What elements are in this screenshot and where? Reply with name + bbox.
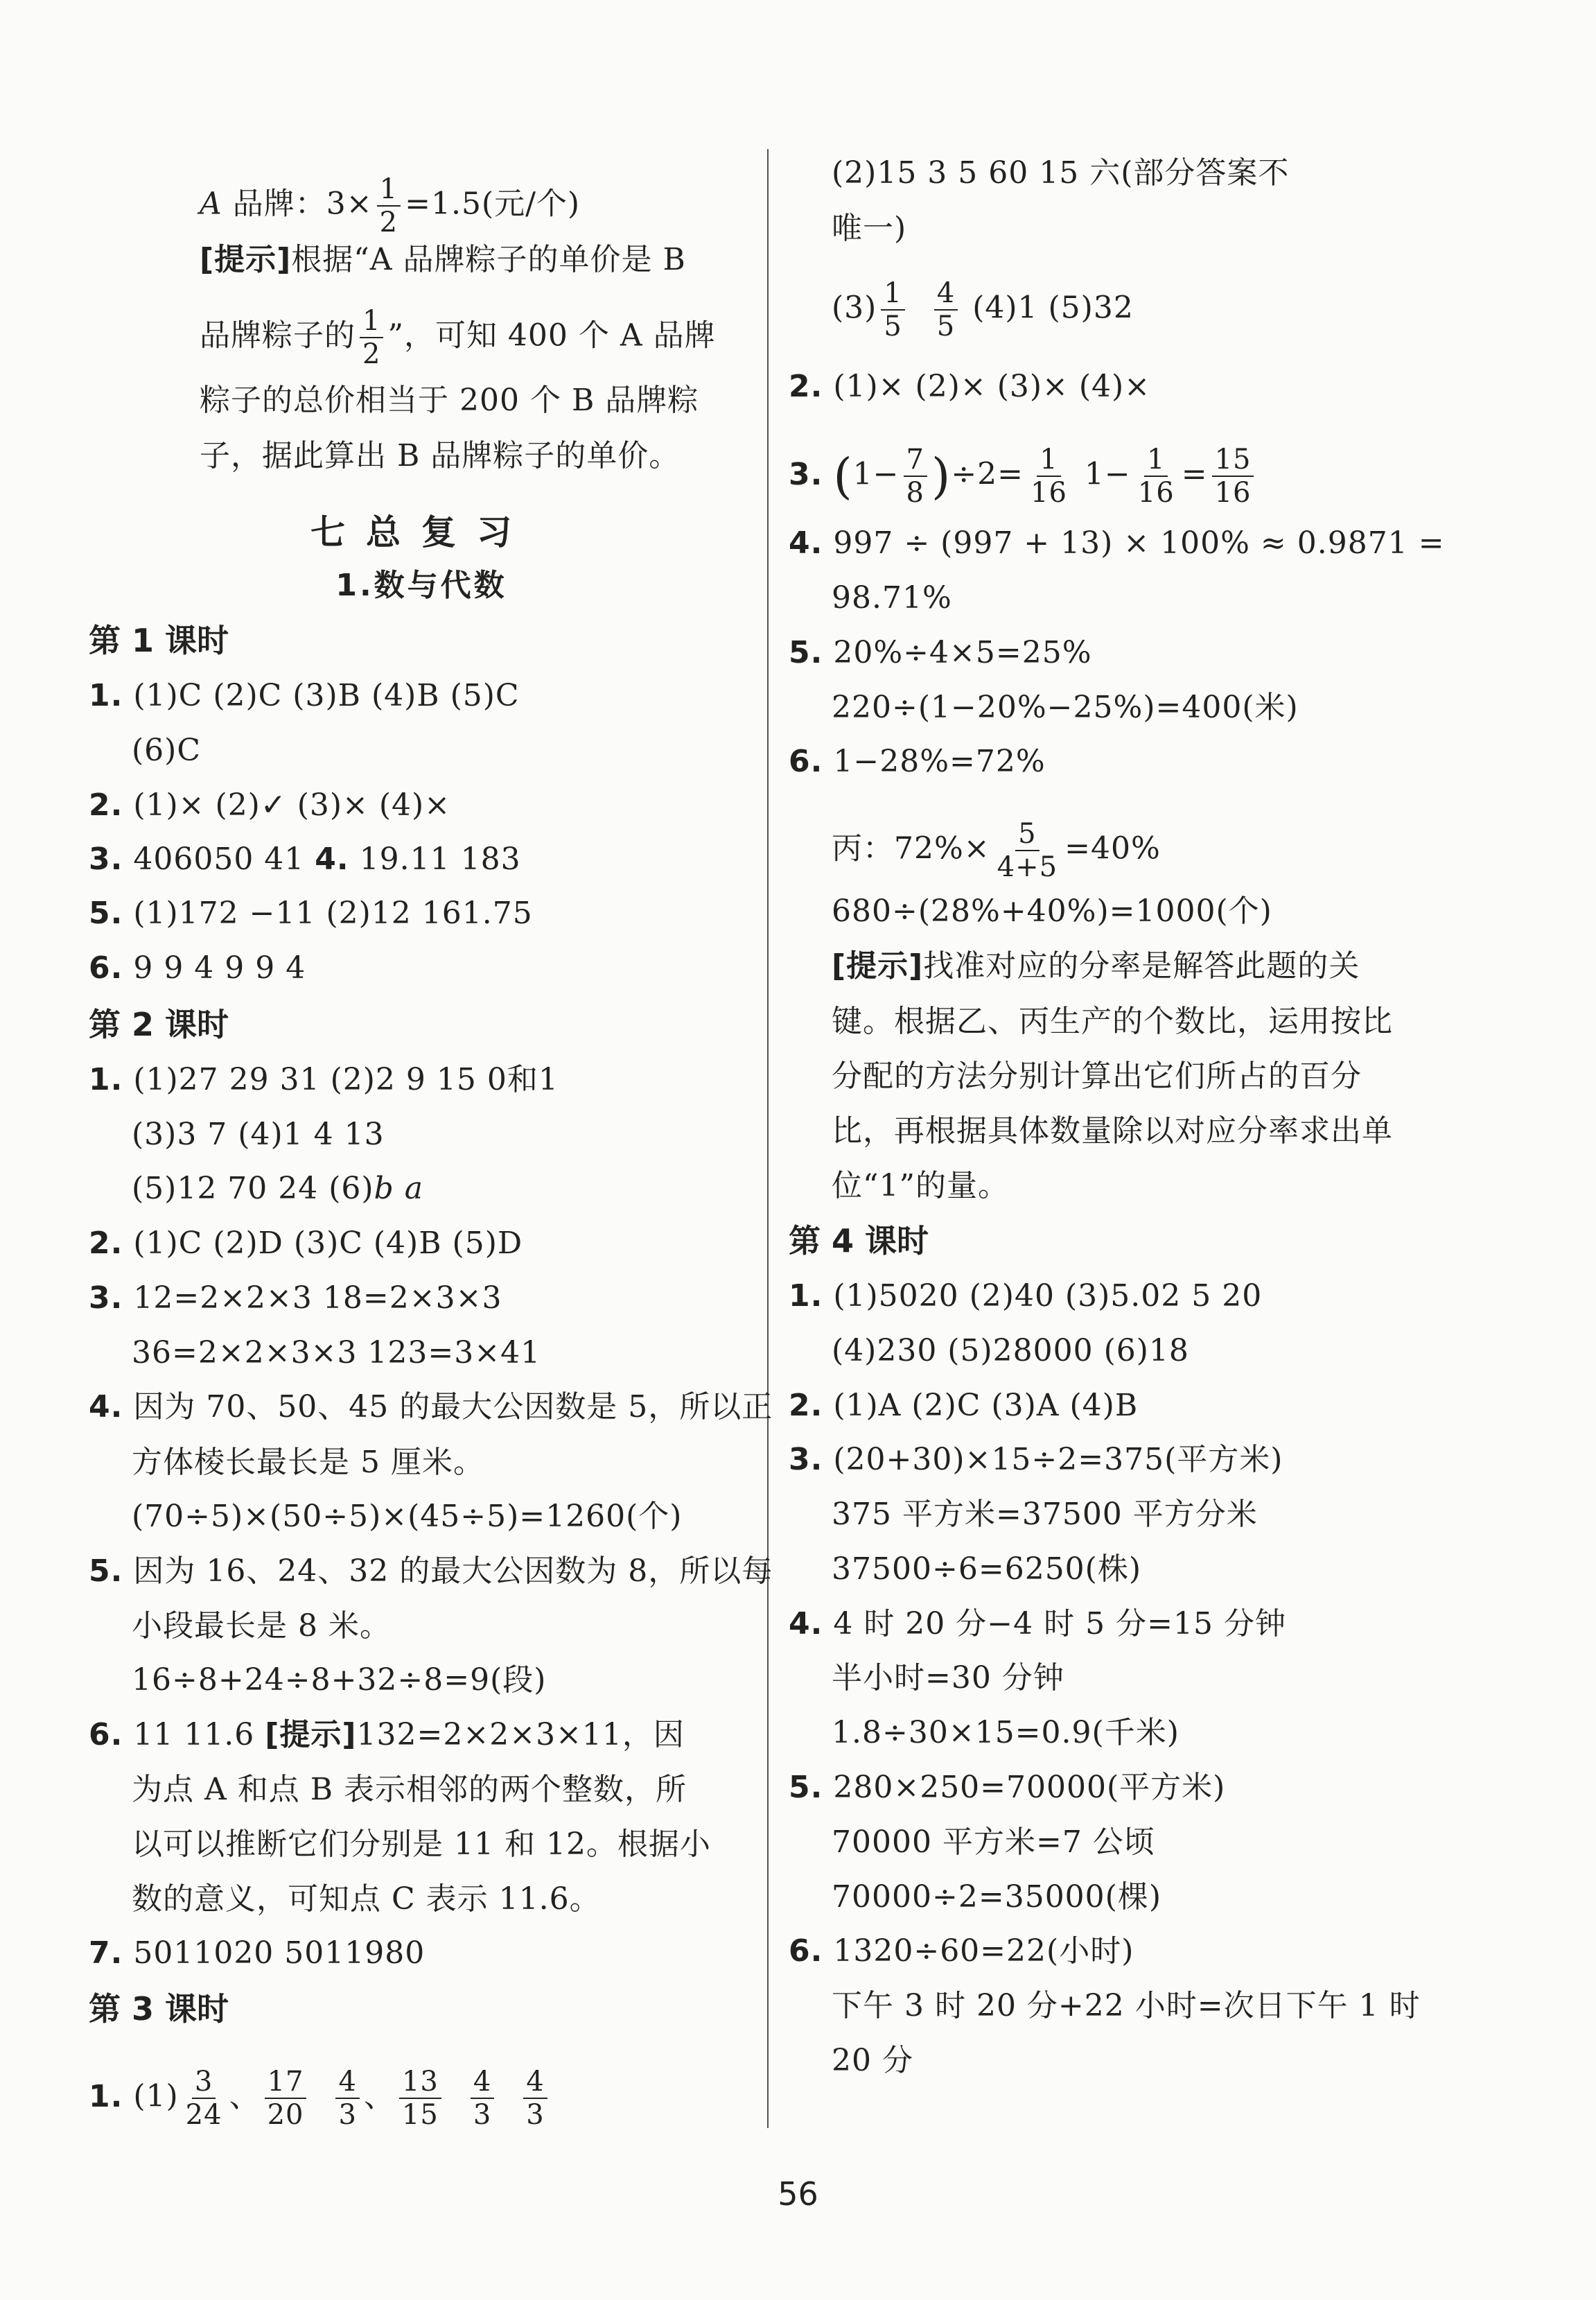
lesson-3-title: 第 3 课时 (89, 1990, 229, 2028)
answer-line: 数的意义，可知点 C 表示 11.6。 (132, 1881, 601, 1917)
answer-line: 5. 因为 16、24、32 的最大公因数为 8，所以每 (89, 1553, 773, 1589)
answer-line: 6. 1320÷60=22(小时) (789, 1933, 1134, 1969)
fraction: $\frac{4}{3}$ (523, 2066, 547, 2131)
answer-line: 5. 280×250=70000(平方米) (789, 1770, 1226, 1805)
answer-line: 7. 5011020 5011980 (89, 1935, 426, 1971)
answer-line: 5. 20%÷4×5=25% (789, 635, 1092, 670)
answer-line: 4. 因为 70、50、45 的最大公因数是 5，所以正 (89, 1389, 773, 1425)
answer-line: 98.71% (832, 580, 952, 616)
fraction: $\frac{1}{16}$ (1031, 444, 1067, 509)
section-title: 1.数与代数 (335, 568, 507, 603)
answer-line: (2)15 3 5 60 15 六(部分答案不 (832, 155, 1290, 191)
answer-line: 1. (1) $\frac{3}{24}$ 、 $\frac{17}{20}$ $\frac{4}{3}$ 、 $\frac{13}{15}$ $\frac{4}{3}$ $\frac{4}{3}$ (89, 2066, 552, 2131)
fraction: $\frac{1}{2}$ (377, 173, 401, 238)
answer-line: 2. (1)× (2)× (3)× (4)× (789, 369, 1151, 404)
answer-line: 2. (1)× (2)✓ (3)× (4)× (89, 787, 451, 823)
answer-line: 丙：72%× $\frac{5}{4+5}$ =40% (832, 818, 1161, 883)
fraction: $\frac{5}{4+5}$ (997, 818, 1058, 883)
fraction: $\frac{3}{24}$ (185, 2066, 222, 2131)
answer-line: 6. 11 11.6 [提示]132=2×2×3×11，因 (89, 1717, 685, 1752)
answer-line: (3)3 7 (4)1 4 13 (132, 1117, 385, 1152)
answer-line: 4. 4 时 20 分−4 时 5 分=15 分钟 (789, 1606, 1286, 1641)
answer-line: 3. 406050 41 4. 19.11 183 (89, 842, 521, 877)
answer-line: 为点 A 和点 B 表示相邻的两个整数，所 (132, 1772, 687, 1807)
answer-line: 1. (1)27 29 31 (2)2 9 15 0和1 (89, 1062, 559, 1097)
answer-line: 5. (1)172 −11 (2)12 161.75 (89, 896, 533, 931)
lesson-2-title: 第 2 课时 (89, 1006, 229, 1043)
answer-line: 20 分 (832, 2043, 913, 2078)
answer-line: 小段最长是 8 米。 (132, 1608, 391, 1644)
answer-line: 6. 9 9 4 9 9 4 (89, 950, 306, 986)
answer-line: 375 平方米=37500 平方分米 (832, 1497, 1258, 1532)
answer-line: 唯一) (832, 211, 907, 246)
answer-line: 2. (1)A (2)C (3)A (4)B (789, 1388, 1139, 1423)
lesson-1-title: 第 1 课时 (89, 622, 229, 659)
answer-line: (70÷5)×(50÷5)×(45÷5)=1260(个) (132, 1499, 683, 1534)
answer-line: 36=2×2×3×3 123=3×41 (132, 1335, 541, 1370)
tip-line: 比，再根据具体数量除以对应分率求出单 (832, 1113, 1393, 1149)
answer-line: 2. (1)C (2)D (3)C (4)B (5)D (89, 1226, 523, 1261)
answer-line: 70000 平方米=7 公顷 (832, 1824, 1155, 1860)
tip-line: [提示]根据“A 品牌粽子的单价是 B (200, 242, 686, 277)
answer-line: (3) $\frac{1}{5}$ $\frac{4}{5}$ (4)1 (5)32 (832, 277, 1134, 342)
tip-line: 品牌粽子的 $\frac{1}{2}$ ”，可知 400 个 A 品牌 (200, 305, 716, 370)
fraction: $\frac{7}{8}$ (904, 444, 927, 509)
tip-line: 分配的方法分别计算出它们所占的百分 (832, 1058, 1362, 1094)
answer-line: 37500÷6=6250(株) (832, 1551, 1142, 1587)
answer-line: 半小时=30 分钟 (832, 1660, 1064, 1696)
answer-line: 3. 12=2×2×3 18=2×3×3 (89, 1280, 502, 1316)
tip-line: 子，据此算出 B 品牌粽子的单价。 (200, 438, 681, 473)
answer-line: 3. (20+30)×15÷2=375(平方米) (789, 1442, 1283, 1477)
fraction: $\frac{4}{3}$ (471, 2066, 494, 2131)
tip-label: [提示] (832, 948, 924, 984)
a-brand-line: A 品牌：3× $\frac{1}{2}$ =1.5(元/个) (200, 173, 581, 238)
tip-label: [提示] (265, 1717, 357, 1752)
fraction: $\frac{4}{3}$ (335, 2066, 359, 2131)
answer-line: (6)C (132, 733, 201, 768)
answer-line: 70000÷2=35000(棵) (832, 1879, 1162, 1915)
tip-line: 粽子的总价相当于 200 个 B 品牌粽 (200, 383, 699, 418)
fraction: $\frac{1}{16}$ (1137, 444, 1175, 509)
answer-line: 以可以推断它们分别是 11 和 12。根据小 (132, 1827, 711, 1862)
answer-line: (4)230 (5)28000 (6)18 (832, 1333, 1189, 1368)
tip-line: 位“1”的量。 (832, 1168, 1009, 1203)
answer-line: 4. 997 ÷ (997 + 13) × 100% ≈ 0.9871 = (789, 525, 1445, 561)
page-number: 56 (778, 2175, 818, 2213)
fraction: $\frac{1}{2}$ (360, 305, 383, 370)
fraction: $\frac{17}{20}$ (265, 2066, 307, 2131)
answer-line: 3. (1− $\frac{7}{8}$ )÷2= $\frac{1}{16}$ 1− $\frac{1}{16}$ = $\frac{15}{16}$ (789, 444, 1258, 509)
fraction: $\frac{13}{15}$ (399, 2066, 441, 2131)
answer-line: 1. (1)5020 (2)40 (3)5.02 5 20 (789, 1278, 1263, 1314)
chapter-title: 七总复习 (310, 512, 532, 552)
answer-line: 220÷(1−20%−25%)=400(米) (832, 690, 1299, 725)
answer-line: 下午 3 时 20 分+22 小时=次日下午 1 时 (832, 1988, 1421, 2023)
fraction: $\frac{4}{5}$ (934, 277, 958, 342)
answer-line: 1. (1)C (2)C (3)B (4)B (5)C (89, 678, 520, 713)
tip-line: 键。根据乙、丙生产的个数比，运用按比 (832, 1004, 1393, 1039)
answer-line: 6. 1−28%=72% (789, 744, 1046, 779)
lesson-4-title: 第 4 课时 (789, 1222, 929, 1260)
answer-line: 1.8÷30×15=0.9(千米) (832, 1715, 1180, 1750)
tip-label: [提示] (200, 242, 292, 277)
column-divider (767, 149, 769, 2128)
answer-line: 16÷8+24÷8+32÷8=9(段) (132, 1662, 547, 1698)
answer-line: (5)12 70 24 (6)b a (132, 1171, 423, 1206)
answer-line: 方体棱长最长是 5 厘米。 (132, 1445, 484, 1480)
answer-line: 680÷(28%+40%)=1000(个) (832, 894, 1272, 929)
fraction: $\frac{15}{16}$ (1212, 444, 1254, 509)
fraction: $\frac{1}{5}$ (881, 277, 904, 342)
tip-line: [提示]找准对应的分率是解答此题的关 (832, 948, 1360, 984)
